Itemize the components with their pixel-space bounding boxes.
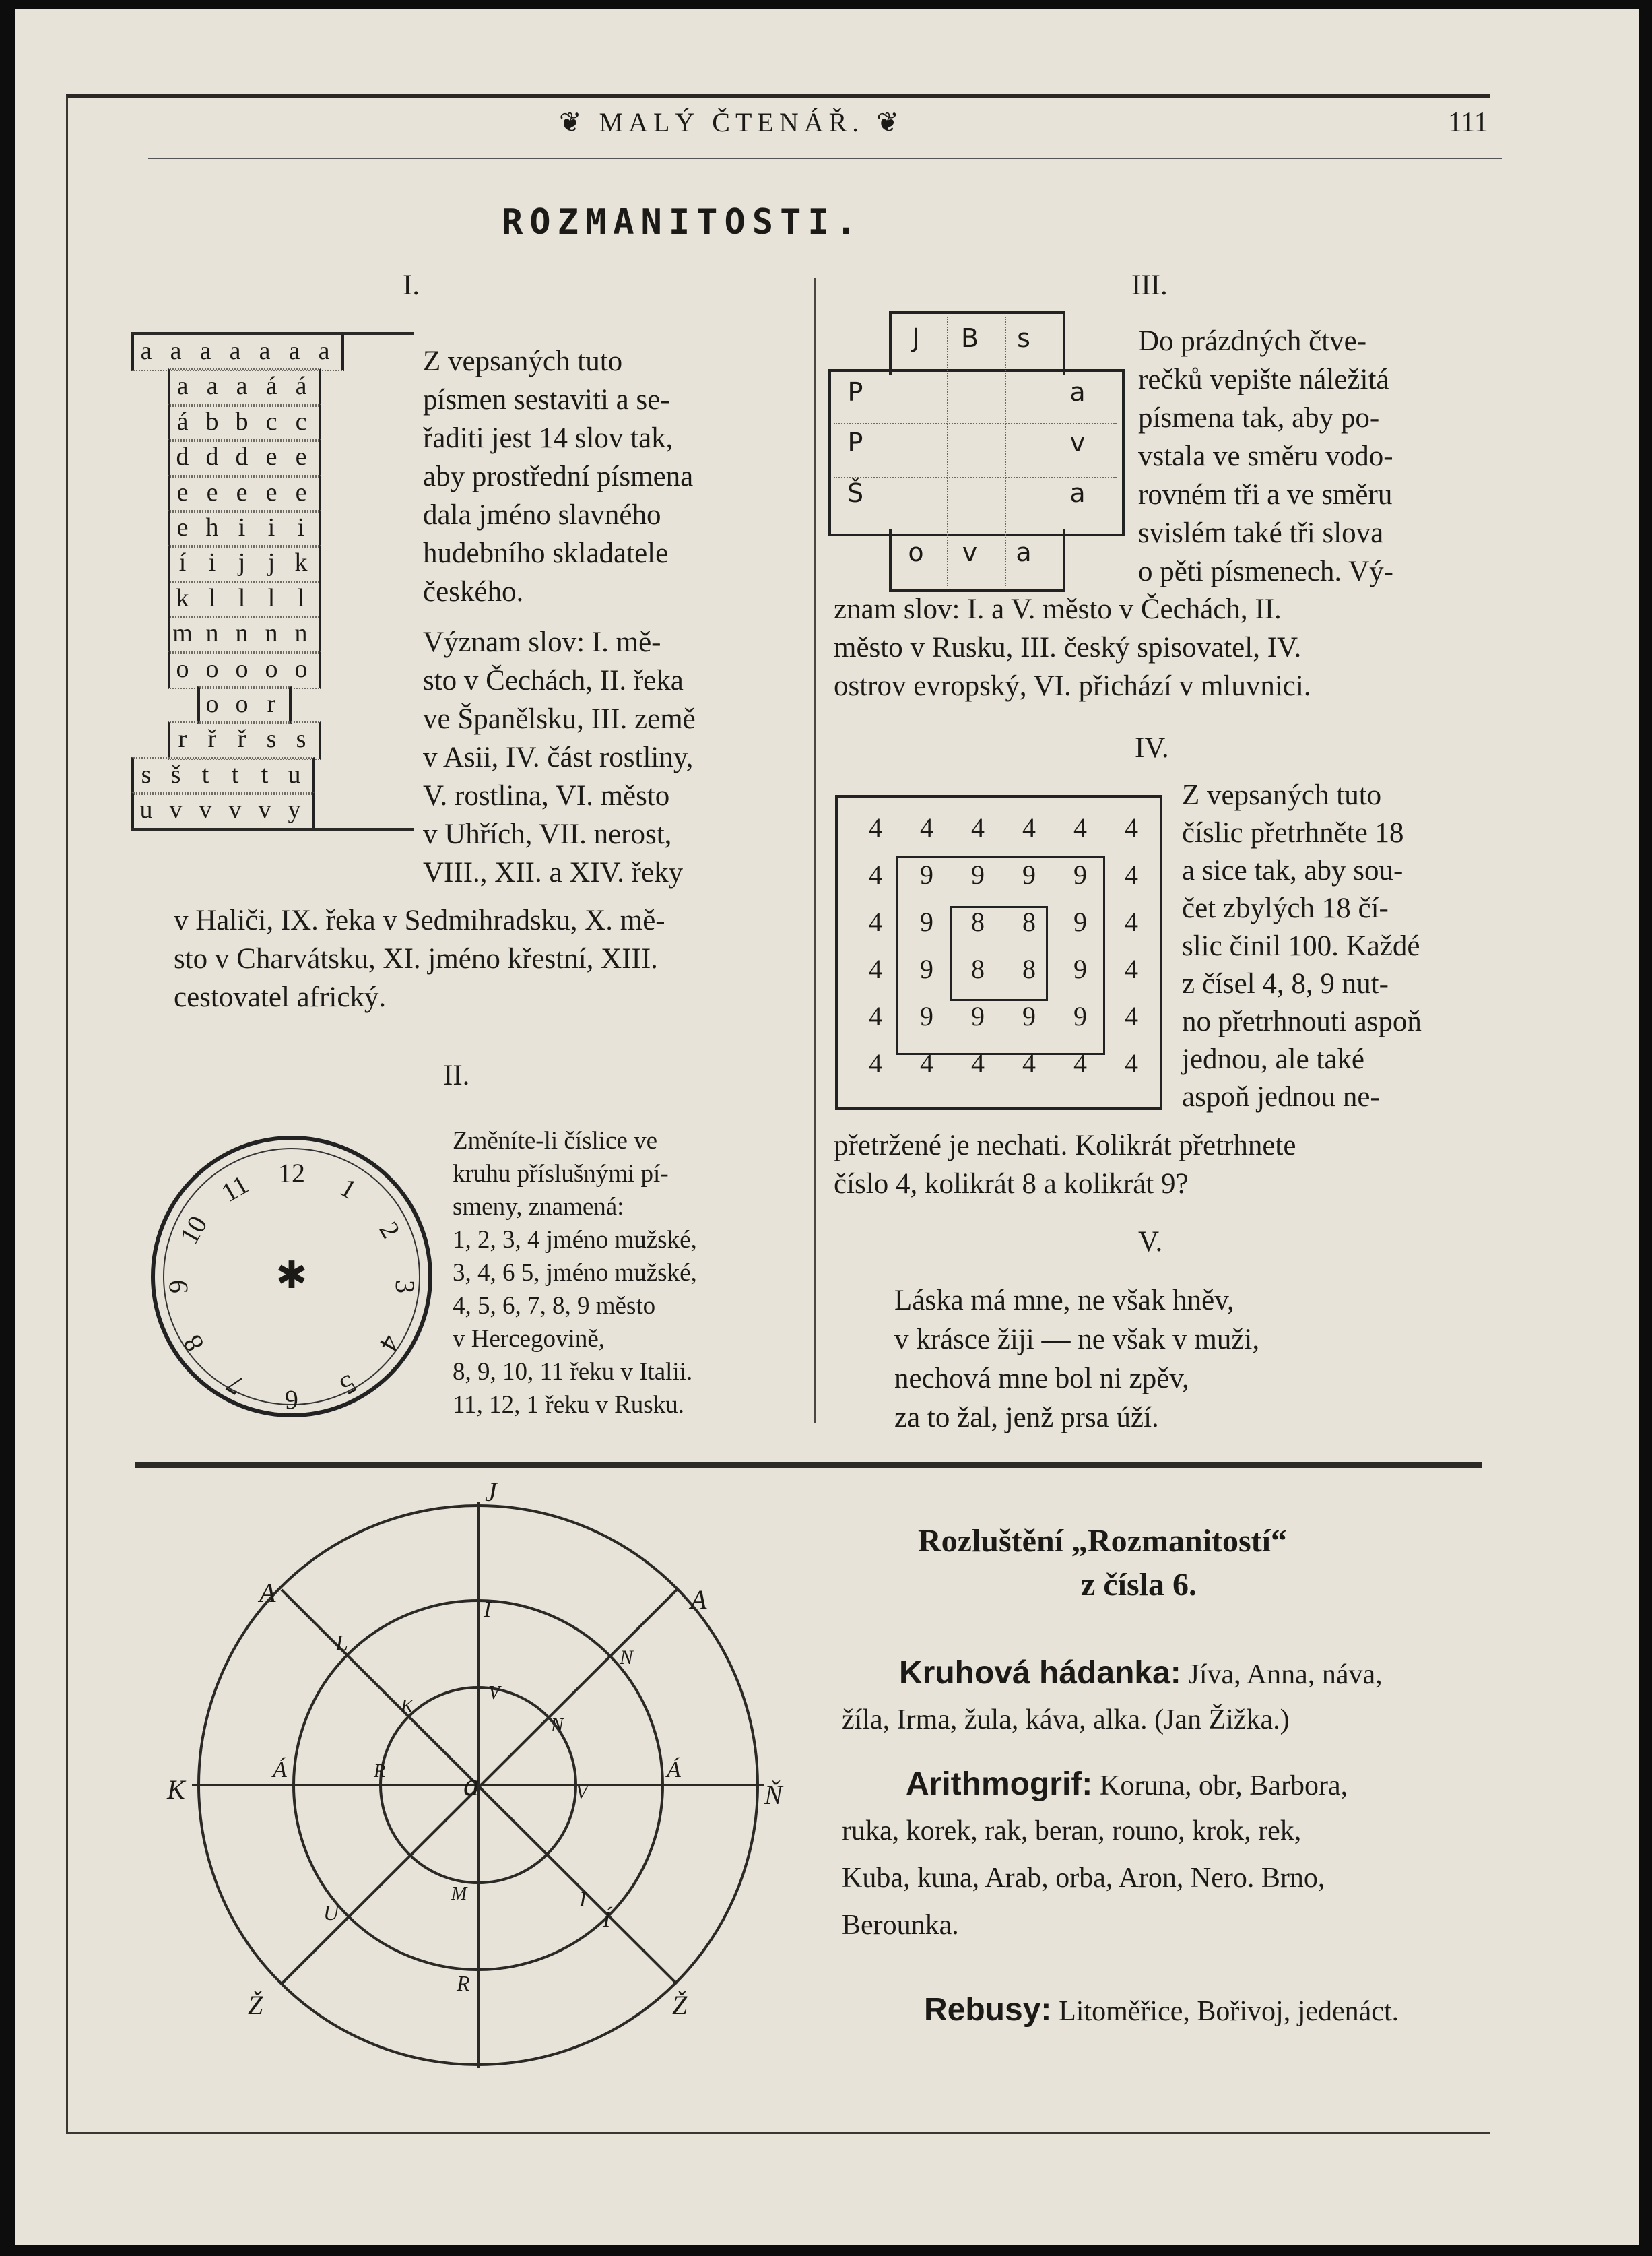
grid-letter: n — [235, 619, 249, 648]
grid-letter: e — [176, 478, 189, 507]
grid-digit: 9 — [1073, 860, 1087, 890]
grid-letter: ř — [207, 725, 217, 754]
clock-number: 4 — [373, 1330, 407, 1357]
puzzle1-full-line: sto v Charvátsku, XI. jméno křestní, XIII. — [174, 943, 658, 975]
grid-letter: i — [297, 513, 305, 542]
clock-number: 3 — [390, 1280, 420, 1293]
grid-letter: a — [259, 337, 271, 365]
grid-letter: a — [229, 337, 241, 365]
puzzle4-line: aspoň jednou ne- — [1182, 1081, 1380, 1113]
grid-letter: á — [265, 372, 277, 401]
puzzle3-number: III. — [1131, 269, 1168, 301]
solutions-title-2: z čísla 6. — [1081, 1567, 1197, 1603]
diagram-letter: R — [374, 1761, 386, 1782]
grid-letter: i — [267, 513, 275, 542]
puzzle1-meaning-line: sto v Čechách, II. řeka — [423, 665, 684, 697]
grid-digit: 9 — [1073, 1001, 1087, 1031]
puzzle4-line: jednou, ale také — [1182, 1043, 1365, 1075]
puzzle3-line: Do prázdných čtve- — [1138, 325, 1367, 357]
diagram-letter: K — [167, 1774, 185, 1805]
grid-letter: k — [176, 583, 189, 612]
grid-letter: l — [297, 583, 305, 612]
grid-letter: r — [267, 690, 276, 718]
puzzle2-line: v Hercegovině, — [453, 1325, 605, 1353]
solution-circle-diagram — [155, 1482, 801, 2129]
puzzle4-line: a sice tak, aby sou- — [1182, 855, 1403, 887]
grid-letter: e — [206, 478, 218, 507]
grid-letter: v — [199, 796, 212, 825]
grid-letter: b — [205, 407, 219, 436]
clock-number: 12 — [278, 1158, 305, 1188]
diagram-letter: V — [488, 1683, 500, 1704]
puzzle1-line: aby prostřední písmena — [423, 461, 694, 492]
ornament-right-icon: ❦ — [876, 107, 904, 137]
diagram-letter: M — [451, 1883, 467, 1904]
section-title: ROZMANITOSTI. — [502, 202, 863, 243]
cross-letter: a — [1016, 538, 1032, 567]
puzzle4-line: z čísel 4, 8, 9 nut- — [1182, 968, 1389, 1000]
grid-letter: s — [266, 725, 277, 754]
diagram-letter: L — [335, 1631, 348, 1656]
grid-digit: 8 — [1022, 954, 1036, 984]
grid-digit: 4 — [869, 954, 882, 984]
clock-number: 2 — [373, 1216, 407, 1244]
grid-digit: 4 — [869, 812, 882, 843]
poem-line: za to žal, jenž prsa úží. — [894, 1402, 1159, 1433]
grid-letter: a — [288, 337, 300, 365]
grid-digit: 9 — [920, 1001, 933, 1031]
header-rule — [148, 158, 1502, 159]
puzzle3-line: rečků vepište náležitá — [1138, 364, 1389, 395]
puzzle2-line: kruhu příslušnými pí- — [453, 1160, 669, 1188]
grid-digit: 9 — [1022, 1001, 1036, 1031]
kruhova-answer-1: Jíva, Anna, náva, — [1188, 1659, 1383, 1690]
puzzle3-line: o pěti písmenech. Vý- — [1138, 556, 1393, 587]
grid-letter: d — [235, 443, 249, 472]
grid-letter: e — [295, 478, 307, 507]
grid-digit: 4 — [1125, 860, 1138, 890]
cross-letter: J — [912, 323, 920, 353]
grid-digit: 4 — [869, 1048, 882, 1078]
diagram-letter: A — [690, 1584, 707, 1615]
kruhova-label: Kruhová hádanka: — [899, 1655, 1181, 1691]
grid-digit: 9 — [920, 954, 933, 984]
diagram-letter: Í — [603, 1907, 611, 1932]
grid-letter: a — [318, 337, 330, 365]
diagram-letter: Á — [273, 1758, 287, 1782]
diagram-letter: I — [579, 1887, 587, 1911]
arith-line-2: ruka, korek, rak, beran, rouno, krok, rek, — [842, 1815, 1302, 1846]
grid-letter: u — [139, 796, 153, 825]
puzzle3-full-line: město v Rusku, III. český spisovatel, IV. — [834, 632, 1302, 664]
grid-digit: 4 — [1125, 907, 1138, 937]
puzzle1-line: českého. — [423, 576, 524, 608]
grid-letter: d — [176, 443, 189, 472]
grid-line — [947, 317, 948, 586]
puzzle1-meaning-line: Význam slov: I. mě- — [423, 626, 661, 658]
diagram-letter: A — [259, 1578, 276, 1608]
cross-letter: Š — [847, 478, 864, 508]
diagram-letter: Ň — [764, 1780, 783, 1810]
grid-letter: ř — [237, 725, 246, 754]
page-number: 111 — [1448, 107, 1488, 138]
grid-letter: á — [295, 372, 307, 401]
cross-letter: P — [847, 377, 863, 407]
grid-letter: n — [205, 619, 219, 648]
puzzle1-line: řaditi jest 14 slov tak, — [423, 422, 673, 454]
clock-number: 6 — [285, 1385, 298, 1415]
grid-letter: t — [261, 760, 269, 789]
arith-label: Arithmogrif: — [906, 1766, 1093, 1802]
clock-number: 8 — [176, 1330, 210, 1357]
grid-top-rule — [131, 332, 414, 335]
diagram-letter: Á — [667, 1758, 681, 1782]
grid-letter: r — [178, 725, 187, 754]
grid-digit: 8 — [971, 954, 985, 984]
grid-digit: 4 — [1125, 1001, 1138, 1031]
puzzle3-line: rovném tři a ve směru — [1138, 479, 1393, 511]
diagram-letter: K — [401, 1696, 414, 1717]
clock-number: 11 — [216, 1168, 254, 1208]
grid-letter: a — [170, 337, 182, 365]
grid-letter: e — [295, 443, 307, 472]
puzzle2-line: smeny, znamená: — [453, 1193, 624, 1221]
puzzle2-line: 8, 9, 10, 11 řeku v Italii. — [453, 1358, 693, 1386]
puzzle4-line: no přetrhnouti aspoň — [1182, 1006, 1422, 1037]
grid-letter: a — [176, 372, 189, 401]
grid-digit: 9 — [1073, 907, 1087, 937]
cross-letter: a — [1069, 478, 1086, 508]
grid-digit: 4 — [1125, 1048, 1138, 1078]
arith-line-4: Berounka. — [842, 1910, 959, 1941]
clock-puzzle — [147, 1132, 436, 1421]
grid-letter: e — [176, 513, 189, 542]
grid-letter: o — [205, 654, 219, 683]
arith-line-1 — [906, 1765, 1348, 1805]
diagram-letter: U — [323, 1900, 339, 1925]
puzzle1-meaning-line: V. rostlina, VI. město — [423, 780, 670, 812]
grid-letter: o — [235, 690, 249, 718]
grid-letter: o — [265, 654, 278, 683]
cross-letter: s — [1017, 323, 1030, 353]
clock-number: 5 — [335, 1368, 362, 1402]
grid-digit: 4 — [1022, 812, 1036, 843]
puzzle2-line: Změníte-li číslice ve — [453, 1127, 658, 1155]
grid-digit: 4 — [1073, 1048, 1087, 1078]
clock-number: 7 — [221, 1368, 249, 1402]
cross-letter: o — [908, 538, 924, 567]
grid-digit: 4 — [869, 1001, 882, 1031]
diagram-letter: Ž — [672, 1990, 688, 2020]
puzzle4-number: IV. — [1135, 732, 1169, 764]
diagram-letter: N — [551, 1715, 564, 1736]
puzzle1-number: I. — [403, 269, 420, 301]
grid-digit: 9 — [1073, 954, 1087, 984]
grid-letter: i — [208, 548, 216, 577]
grid-letter: c — [265, 407, 277, 436]
grid-letter: o — [294, 654, 308, 683]
clock-number: 10 — [173, 1211, 213, 1250]
puzzle1-meaning-line: v Asii, IV. část rostliny, — [423, 742, 694, 773]
puzzle5-number: V. — [1138, 1226, 1163, 1258]
grid-letter: l — [267, 583, 275, 612]
grid-letter: m — [172, 619, 193, 648]
diagram-letter: J — [485, 1482, 497, 1507]
grid-digit: 4 — [971, 812, 985, 843]
grid-letter: a — [236, 372, 248, 401]
grid-letter: l — [238, 583, 246, 612]
cross-letter: P — [847, 428, 863, 457]
poem-line: v krásce žiji — ne však v muži, — [894, 1324, 1260, 1355]
cross-letter: a — [1069, 377, 1086, 407]
grid-digit: 4 — [971, 1048, 985, 1078]
grid-letter: d — [205, 443, 219, 472]
puzzle3-line: písmena tak, aby po- — [1138, 402, 1380, 434]
grid-letter: v — [258, 796, 271, 825]
grid-letter: j — [238, 548, 246, 577]
grid-letter: e — [265, 443, 277, 472]
grid-letter: e — [236, 478, 248, 507]
grid-digit: 4 — [920, 812, 933, 843]
diagram-letter: a — [463, 1767, 480, 1803]
ornament-left-icon: ❦ — [559, 107, 587, 137]
puzzle1-line: hudebního skladatele — [423, 538, 669, 569]
grid-digit: 4 — [1022, 1048, 1036, 1078]
puzzle1-meaning-line: VIII., XII. a XIV. řeky — [423, 857, 684, 889]
poem-line: nechová mne bol ni zpěv, — [894, 1363, 1189, 1394]
diagram-letter: R — [457, 1971, 470, 1995]
column-divider — [814, 278, 816, 1423]
rebus-answer: Litoměřice, Bořivoj, jedenáct. — [1059, 1996, 1399, 2027]
puzzle3-line: svislém také tři slova — [1138, 517, 1384, 549]
puzzle2-line: 1, 2, 3, 4 jméno mužské, — [453, 1226, 697, 1254]
grid-letter: b — [235, 407, 249, 436]
grid-digit: 9 — [971, 1001, 985, 1031]
grid-digit: 4 — [1125, 812, 1138, 843]
clock-number: 9 — [163, 1280, 193, 1293]
diagram-letter: N — [620, 1646, 634, 1669]
grid-digit: 9 — [920, 907, 933, 937]
grid-letter: v — [169, 796, 183, 825]
puzzle4-line: Z vepsaných tuto — [1182, 779, 1382, 811]
grid-letter: y — [288, 796, 301, 825]
puzzle3-line: vstala ve směru vodo- — [1138, 441, 1393, 472]
grid-letter: o — [176, 654, 189, 683]
puzzle2-line: 11, 12, 1 řeku v Rusku. — [453, 1391, 684, 1419]
diagram-letter: Ž — [248, 1990, 263, 2020]
grid-letter: a — [199, 337, 211, 365]
puzzle1-meaning-line: v Uhřích, VII. nerost, — [423, 818, 672, 850]
puzzle1-line: Z vepsaných tuto — [423, 346, 623, 377]
grid-digit: 4 — [869, 860, 882, 890]
grid-letter: u — [288, 760, 301, 789]
puzzle3-full-line: znam slov: I. a V. město v Čechách, II. — [834, 593, 1282, 625]
grid-digit: 8 — [971, 907, 985, 937]
grid-letter: i — [238, 513, 246, 542]
grid-letter: o — [235, 654, 249, 683]
poem-line: Láska má mne, ne však hněv, — [894, 1285, 1234, 1316]
puzzle4-line: čet zbylých 18 čí- — [1182, 893, 1389, 924]
puzzle4-full-line: přetržené je nechati. Kolikrát přetrhnete — [834, 1130, 1296, 1161]
cross-letter: B — [960, 323, 979, 353]
clock-number: 1 — [335, 1171, 362, 1205]
grid-letter: á — [176, 407, 189, 436]
puzzle2-number: II. — [443, 1060, 470, 1091]
grid-letter: t — [201, 760, 209, 789]
puzzle4-line: číslic přetrhněte 18 — [1182, 817, 1404, 849]
puzzle1-full-line: cestovatel africký. — [174, 981, 387, 1013]
puzzle4-full-line: číslo 4, kolikrát 8 a kolikrát 9? — [834, 1168, 1189, 1200]
grid-line — [834, 423, 1117, 424]
cross-letter: v — [962, 538, 978, 567]
grid-letter: n — [294, 619, 308, 648]
grid-letter: a — [206, 372, 218, 401]
page-header — [559, 106, 904, 138]
grid-letter: s — [141, 760, 152, 789]
puzzle3-full-line: ostrov evropský, VI. přichází v mluvnici. — [834, 670, 1311, 702]
puzzle1-full-line: v Haliči, IX. řeka v Sedmihradsku, X. mě- — [174, 905, 665, 936]
puzzle4-line: slic činil 100. Každé — [1182, 930, 1420, 962]
grid-letter: l — [208, 583, 216, 612]
grid-letter: s — [296, 725, 306, 754]
kruhova-line-2: žíla, Irma, žula, káva, alka. (Jan Žižka.) — [842, 1704, 1290, 1735]
kruhova-line-1 — [899, 1654, 1383, 1694]
header-title: MALÝ ČTENÁŘ. — [599, 107, 865, 137]
diagram-letter: V — [576, 1782, 588, 1803]
rebus-line — [924, 1991, 1399, 2031]
grid-digit: 4 — [1073, 812, 1087, 843]
rebus-label: Rebusy: — [924, 1992, 1052, 2028]
arith-line-3: Kuba, kuna, Arab, orba, Aron, Nero. Brno, — [842, 1863, 1325, 1894]
puzzle1-line: písmen sestaviti a se- — [423, 384, 670, 416]
grid-digit: 4 — [1125, 954, 1138, 984]
grid-letter: h — [205, 513, 219, 542]
grid-letter: š — [170, 760, 181, 789]
cross-letter: v — [1069, 428, 1086, 457]
grid-digit: 4 — [920, 1048, 933, 1078]
grid-letter: c — [295, 407, 307, 436]
clock-center-icon: ✱ — [275, 1255, 308, 1297]
puzzle1-meaning-line: ve Španělsku, III. země — [423, 703, 696, 735]
section-separator — [135, 1462, 1482, 1468]
solutions-title-1: Rozluštění „Rozmanitostí“ — [918, 1523, 1287, 1559]
grid-letter: e — [265, 478, 277, 507]
diagram-letter: I — [484, 1597, 492, 1622]
grid-bottom-rule — [131, 828, 414, 831]
puzzle2-line: 3, 4, 6 5, jméno mužské, — [453, 1259, 697, 1287]
grid-digit: 8 — [1022, 907, 1036, 937]
grid-letter: n — [265, 619, 278, 648]
grid-digit: 9 — [1022, 860, 1036, 890]
grid-letter: a — [140, 337, 152, 365]
grid-digit: 9 — [971, 860, 985, 890]
grid-digit: 9 — [920, 860, 933, 890]
grid-letter: í — [178, 548, 187, 577]
grid-letter: j — [267, 548, 275, 577]
grid-letter: o — [205, 690, 219, 718]
arith-answer-1: Koruna, obr, Barbora, — [1100, 1770, 1348, 1801]
grid-digit: 4 — [869, 907, 882, 937]
puzzle1-line: dala jméno slavného — [423, 499, 661, 531]
grid-letter: k — [294, 548, 308, 577]
puzzle2-line: 4, 5, 6, 7, 8, 9 město — [453, 1292, 656, 1320]
grid-letter: t — [231, 760, 239, 789]
grid-letter: v — [228, 796, 242, 825]
